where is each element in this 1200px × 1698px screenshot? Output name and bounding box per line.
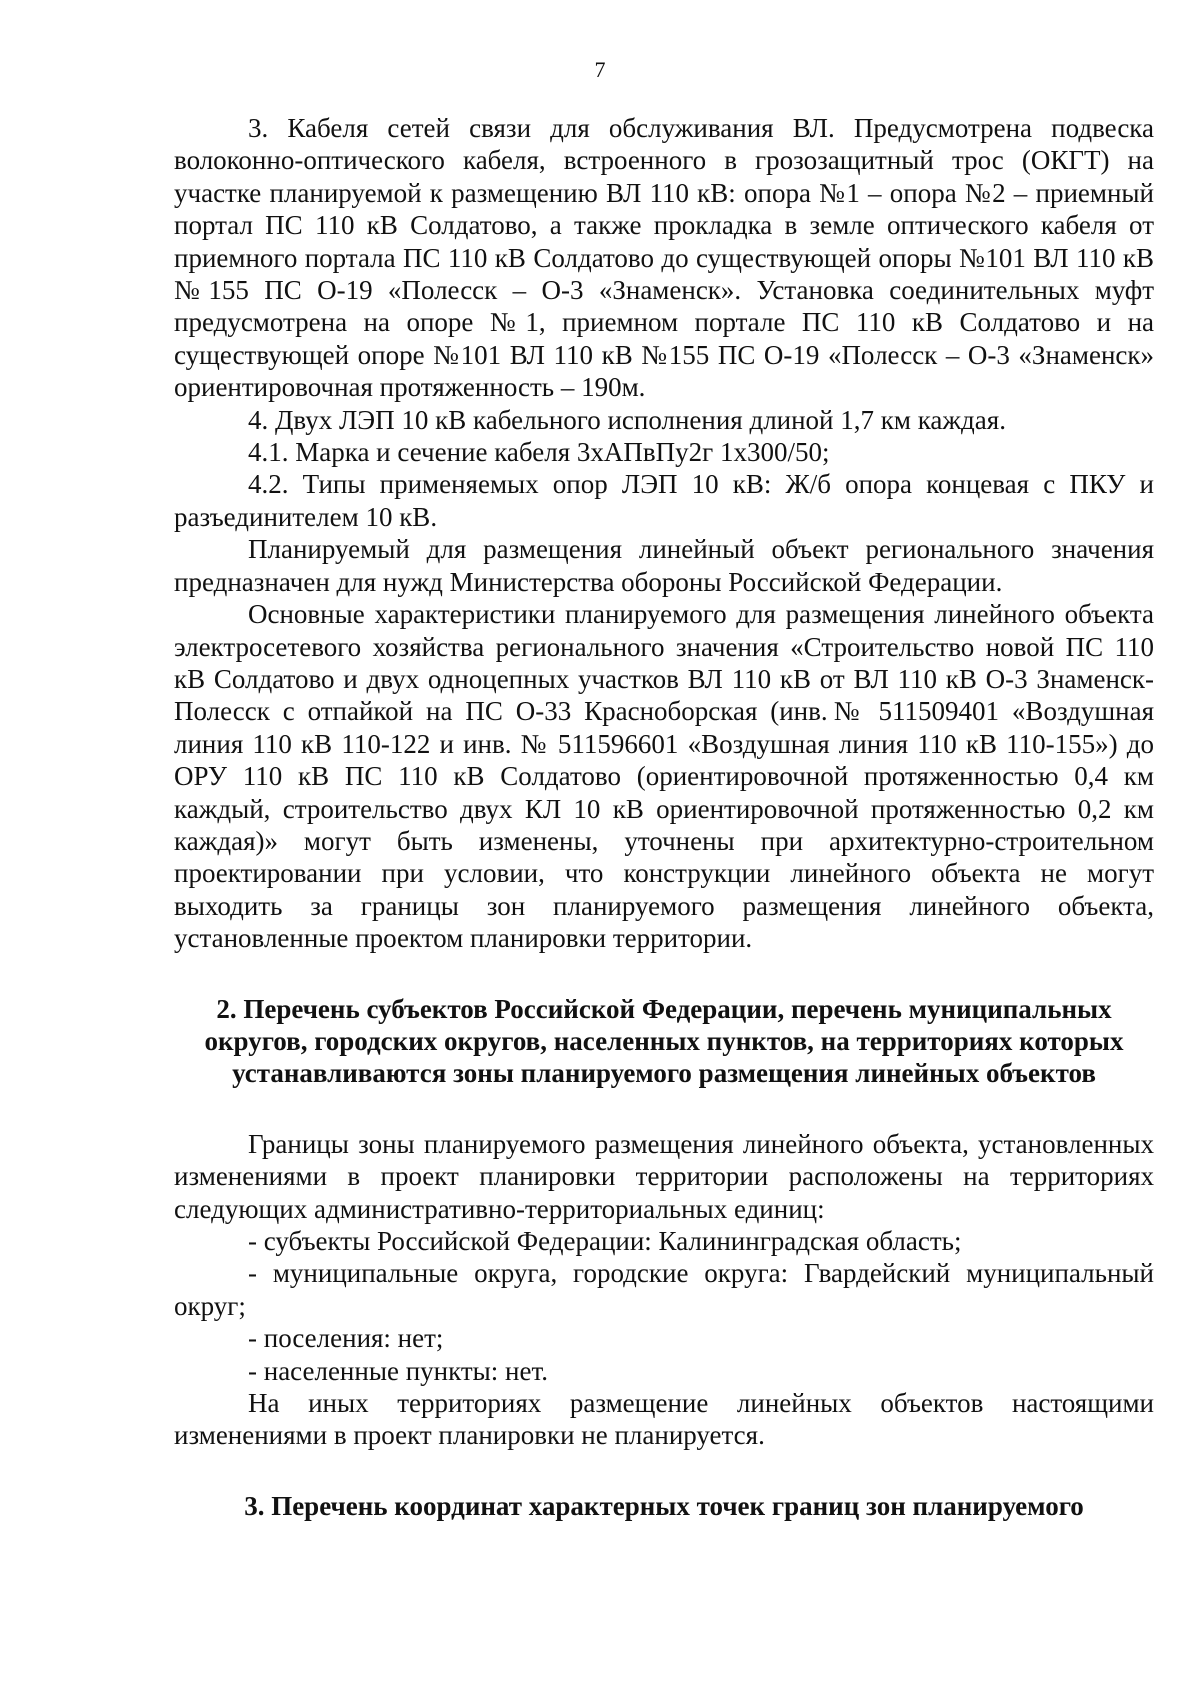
paragraph-other-territories: На иных территориях размещение линейных объектов настоящими изменениями в проект планировки не планируется. [174, 1388, 1154, 1451]
list-item-subjects: - субъекты Российской Федерации: Калининградская область; [248, 1226, 962, 1256]
paragraph-cable-grade: 4.1. Марка и сечение кабеля 3хАПвПу2г 1х300/50; [248, 437, 830, 468]
document-body [174, 112, 1154, 1522]
paragraph-main-characteristics: Основные характеристики планируемого для размещения линейного объекта электросетевого хозяйства регионального значения «Строительство новой ПС 110 кВ Солдатово и двух одноцепных участков ВЛ 110 кВ от ВЛ 110 кВ О-3 Знаменск-Полесск с отпайкой на ПС О-33 Красноборская (инв.№ 511509401 «Воздушная линия 110 кВ 110-122 и инв. № 511596601 «Воздушная линия 110 кВ 110-155») до ОРУ 110 кВ ПС 110 кВ Солдатово (ориентировочной протяженностью 0,4 км каждый, строительство двух КЛ 10 кВ ориентировочной протяженностью 0,2 км каждая)» могут быть изменены, уточнены при архитектурно-строительном проектировании при условии, что конструкции линейного объекта не могут выходить за границы зон планируемого размещения линейного объекта, установленные проектом планировки территории. [174, 599, 1154, 954]
list-item-settlements: - поселения: нет; [248, 1323, 444, 1354]
section-2-heading: 2. Перечень субъектов Российской Федерации, перечень муниципальных округов, городских округов, населенных пунктов, на территориях которых устанавливаются зоны планируемого размещения линейных объектов [204, 993, 1124, 1089]
paragraph-purpose: Планируемый для размещения линейный объект регионального значения предназначен для нужд Министерства обороны Российской Федерации. [174, 534, 1154, 597]
paragraph-support-types: 4.2. Типы применяемых опор ЛЭП 10 кВ: Ж/б опора концевая с ПКУ и разъединителем 10 кВ. [174, 469, 1154, 532]
paragraph-power-lines-10kv: 4. Двух ЛЭП 10 кВ кабельного исполнения длиной 1,7 км каждая. [248, 404, 1006, 435]
paragraph-communication-cables: 3. Кабеля сетей связи для обслуживания ВЛ. Предусмотрена подвеска волоконно-оптического кабеля, встроенного в грозозащитный трос (ОКГТ) на участке планируемой к размещению ВЛ 110 кВ: опора №1 – опора №2 – приемный портал ПС 110 кВ Солдатово, а также прокладка в земле оптического кабеля от приемного портала ПС 110 кВ Солдатово до существующей опоры №101 ВЛ 110 кВ №155 ПС О-19 «Полесск – О-3 «Знаменск». Установка соединительных муфт предусмотрена на опоре №1, приемном портале ПС 110 кВ Солдатово и на существующей опоре №101 ВЛ 110 кВ №155 ПС О-19 «Полесск – О-3 «Знаменск» ориентировочная протяженность – 190м. [174, 113, 1154, 403]
list-item-municipal-districts: - муниципальные округа, городские округа: Гвардейский муниципальный округ; [174, 1258, 1154, 1321]
paragraph-zone-boundaries: Границы зоны планируемого размещения линейного объекта, установленных изменениями в проект планировки территории расположены на территориях следующих административно-территориальных единиц: [174, 1128, 1154, 1224]
list-item-localities: - населенные пункты: нет. [248, 1355, 549, 1386]
section-3-heading: 3. Перечень координат характерных точек границ зон планируемого [244, 1490, 1084, 1521]
page-number: 7 [594, 57, 606, 82]
